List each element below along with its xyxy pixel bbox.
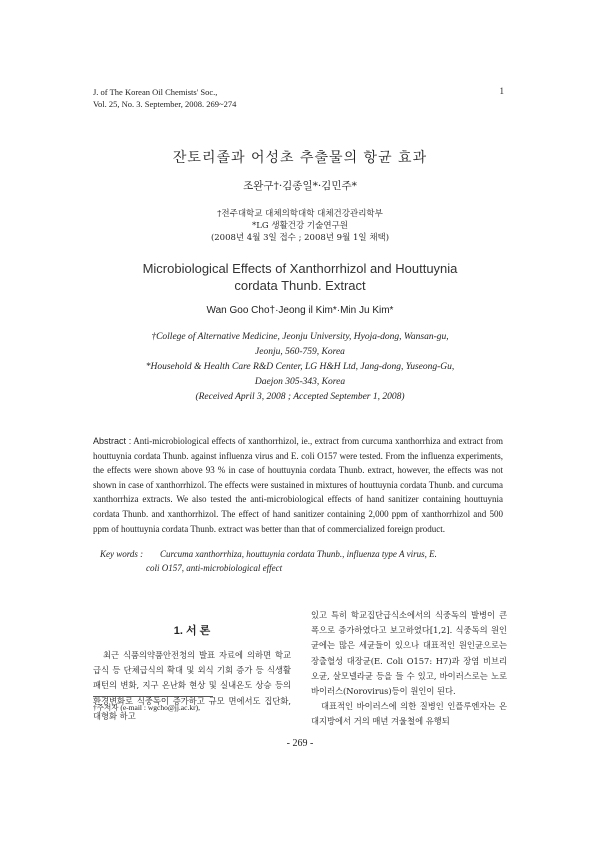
page-number-top: 1 xyxy=(499,86,504,96)
english-affiliations xyxy=(0,330,600,405)
korean-authors: 조완구†·김종일*·김민주* xyxy=(243,180,357,192)
footnote-divider xyxy=(93,696,213,697)
intro-paragraph-right-2: 대표적인 바이러스에 의한 질병인 인플루엔자는 온대지방에서 거의 매년 겨울철에 유행되 xyxy=(311,701,507,727)
keywords xyxy=(100,547,505,575)
journal-name: J. of The Korean Oil Chemists' Soc., xyxy=(93,87,218,97)
korean-affiliation-1: †전주대학교 대체의학대학 대체건강관리학부 xyxy=(217,209,383,219)
keywords-line2: coli O157, anti-microbiological effect xyxy=(146,563,283,573)
abstract-label: Abstract : xyxy=(93,436,132,446)
korean-affiliations xyxy=(0,208,600,244)
journal-citation xyxy=(93,86,236,110)
keywords-line1: Curcuma xanthorrhiza, houttuynia cordata Thunb., influenza type A virus, E. xyxy=(160,549,437,559)
english-title xyxy=(0,260,600,294)
korean-affiliation-2: *LG 생활건강 기술연구원 xyxy=(252,221,348,231)
english-authors: Wan Goo Cho†·Jeong il Kim*·Min Ju Kim* xyxy=(206,305,394,316)
english-dates: (Received April 3, 2008 ; Accepted September 1, 2008) xyxy=(195,392,405,402)
english-aff1-line2: Jeonju, 560-759, Korea xyxy=(255,347,345,357)
english-aff2-line2: Daejon 305-343, Korea xyxy=(254,377,346,387)
english-title-line2: cordata Thunb. Extract xyxy=(234,278,366,293)
keywords-label: Key words : xyxy=(100,549,144,559)
abstract-text: Anti-microbiological effects of xanthorrhizol, ie., extract from curcuma xanthorrhiza and extract from houttuynia cordata Thunb. against influenza virus and E. coli O157 were tested. From the influenza experiments, the effects were shown above 93 % in case of houttuynia cordata Thunb. extract, however, the effects was not shown in case of xanthorrhizol. The effects were sustained in mixtures of houttuynia cordata Thunb. and curcuma xanthorrhiza extracts. We also tested the anti-microbiological effects of hand sanitizer containing houttuynia cordata Thunb. and xanthorrhizol. The effect of hand sanitizer containing 2,000 ppm of xanthorrhizol and 500 ppm of houttuynia cordata Thunb. extract was better than that of commercialized foreign product. xyxy=(93,436,503,534)
intro-paragraph-right-1: 있고 특히 학교집단급식소에서의 식중독의 발병이 큰 폭으로 증가하였다고 보고하였다[1,2]. 식중독의 원인균에는 많은 세균들이 있으나 대표적인 원인균으로는 장출혈성 대장균(E. Coli O157: H7)과 장염 비브리오균, 살모넬라균 등을 들 수 있고, 바이러스로는 노로바이러스(Norovirus)등이 원인이 된다. xyxy=(311,610,507,697)
page-number: - 269 - xyxy=(286,738,314,749)
journal-volume: Vol. 25, No. 3. September, 2008. 269~274 xyxy=(93,99,237,109)
right-column xyxy=(311,608,507,730)
english-aff1-line1: †College of Alternative Medicine, Jeonju University, Hyoja-dong, Wansan-gu, xyxy=(151,332,449,342)
intro-paragraph-left: 최근 식품의약품안전청의 발표 자료에 의하면 학교급식 등 단체급식의 확대 및 외식 기회 증가 등 식생활 패턴의 변화, 지구 온난화 현상 및 실내온도 상승 등의 환경변화로 식중독이 증가하고 규모 면에서도 집단화, 대형화 하고 xyxy=(93,650,291,721)
english-aff2-line1: *Household & Health Care R&D Center, LG H&H Ltd, Jang-dong, Yuseong-Gu, xyxy=(145,362,455,372)
footnote: †주저자 (e-mail : wgcho@jj.ac.kr), xyxy=(93,703,200,712)
korean-title: 잔토리졸과 어성초 추출물의 항균 효과 xyxy=(172,150,428,166)
english-title-line1: Microbiological Effects of Xanthorrhizol and Houttuynia xyxy=(142,261,458,276)
abstract xyxy=(93,434,503,536)
korean-dates: (2008년 4월 3일 접수 ; 2008년 9월 1일 채택) xyxy=(210,233,390,243)
section-heading: 1. 서 론 xyxy=(173,625,211,637)
